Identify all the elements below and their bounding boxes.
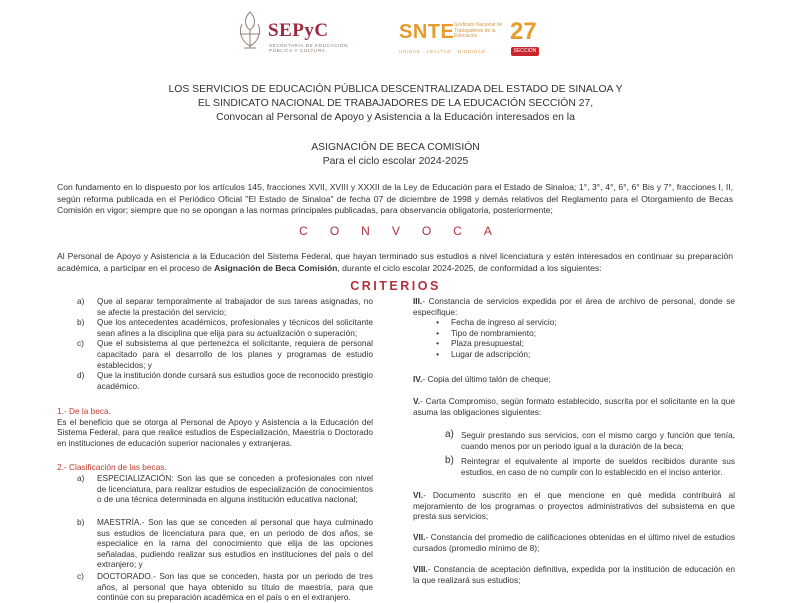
list-item: a) Seguir prestando sus servicios, con el mismo cargo y función que tenía, cuando menos por un periodo igual a la duración de la beca; bbox=[445, 429, 735, 451]
requirement-v: V.- Carta Compromiso, según formato establecido, suscrita por el solicitante en la que asuma las obligaciones siguientes: bbox=[413, 396, 735, 417]
call-bold-text: Asignación de Beca Comisión bbox=[214, 262, 338, 273]
snte-motto: UNIDAD · LEALTAD · DIGNIDAD bbox=[399, 49, 486, 54]
requirement-vi: VI.- Documento suscrito en el que mencione en qué medida contribuirá al mejoramiento de los programas o proyectos administrativos del subsistema en que presta sus servicios; bbox=[413, 490, 735, 522]
section-title: 2.- Clasificación de las becas. bbox=[57, 462, 167, 472]
criterios-heading: CRITERIOS bbox=[350, 279, 441, 293]
section-text: Es el beneficio que se otorga al Personal de Apoyo y Asistencia a la Educación del Sistema Federal, para que realice estudios de Especialización, Maestría o Doctorado en instituciones de educación superior nacionales y extranjeras. bbox=[57, 416, 373, 448]
list-item: b) Reintegrar el equivalente al importe de sueldos recibidos durante sus estudios, en caso de no cumplir con lo establecido en el inciso anterior. bbox=[445, 455, 735, 477]
list-item: c) DOCTORADO.- Son las que se conceden, hasta por un periodo de tres años, al personal que haya obtenido su título de maestría, para que continúe con su preparación académica en el país o en el extranjero. bbox=[77, 571, 373, 603]
list-item: a) Que al separar temporalmente al trabajador de sus tareas asignadas, no se afecte la prestación del servicio; bbox=[77, 296, 373, 317]
requirement-iii: III.- Constancia de servicios expedida por el área de archivo de personal, donde se especifique: • Fecha de ingreso al servicio; • Tipo de nombramiento; • Plaza presupuestal; • Lugar de adscripción; bbox=[413, 296, 735, 359]
section-beca bbox=[57, 406, 373, 448]
sep-logo-text: SEPyC bbox=[268, 20, 329, 41]
requirement-vii: VII.- Constancia del promedio de calificaciones obtenidas en el último nivel de estudios cursados (promedio mínimo de 8); bbox=[413, 532, 735, 553]
call-paragraph bbox=[57, 251, 733, 274]
call-text-2: , durante el ciclo escolar 2024-2025, de conformidad a los siguientes: bbox=[337, 262, 602, 273]
section-clasificacion bbox=[57, 462, 373, 473]
list-item: b) Que los antecedentes académicos, profesionales y técnicos del solicitante sean afines a la disciplina que elija para su actualización o superación; bbox=[77, 317, 373, 338]
intro-paragraph: Con fundamento en lo dispuesto por los artículos 145, fracciones XVII, XVIII y XXXII de la Ley de Educación para el Estado de Sinaloa; 1°, 3°, 4°, 6°, 6° Bis y 7°, fracciones I, II, según reforma publicada en el Periódico Oficial "El Estado de Sinaloa" de fecha 07 de diciembre de 1998 y demás relativos del Reglamento para el Otorgamiento de Becas Comisión en vigor; siempre que no se opongan a las normas principales publicadas, para observancia obligatoria, posteriormente; bbox=[57, 182, 733, 215]
list-item: b) MAESTRÍA.- Son las que se conceden al personal que haya culminado sus estudios de licenciatura para que, en un periodo de dos años, se especialice en la rama del conocimiento que elija de las opciones señaladas, pudiendo realizar sus estudios en instituciones del país o del extranjero; y bbox=[77, 517, 373, 570]
header-logos bbox=[0, 8, 791, 54]
document-subtitle: Para el ciclo escolar 2024-2025 bbox=[322, 156, 469, 167]
requirement-viii: VIII.- Constancia de aceptación definitiva, expedida por la institución de educación en la que realizará sus estudios; bbox=[413, 564, 735, 585]
criteria-list bbox=[57, 296, 373, 391]
header-line-3: Convocan al Personal de Apoyo y Asistencia a la Educación interesados en la bbox=[216, 112, 575, 123]
document-title: ASIGNACIÓN DE BECA COMISIÓN bbox=[311, 142, 480, 153]
sep-logo-subtext: SECRETARÍA DE EDUCACIÓN PÚBLICA Y CULTURA bbox=[269, 43, 349, 53]
list-item: • Fecha de ingreso al servicio; bbox=[436, 317, 557, 328]
list-item: • Lugar de adscripción; bbox=[436, 348, 531, 359]
requirement-iv: IV.- Copia del último talón de cheque; bbox=[413, 374, 551, 384]
section-badge: SECCIÓN bbox=[511, 47, 539, 56]
snte-logo-text: SNTE bbox=[399, 21, 455, 43]
list-item: d) Que la institución donde cursará sus estudios goce de reconocido prestigio académico. bbox=[77, 370, 373, 391]
snte-logo-subtext: Sindicato Nacional de Trabajadores de la Educación bbox=[454, 22, 503, 39]
convoca-heading: CONVOCA bbox=[299, 224, 514, 238]
section-number: 27 bbox=[510, 18, 537, 45]
header-line-1: LOS SERVICIOS DE EDUCACIÓN PÚBLICA DESCENTRALIZADA DEL ESTADO DE SINALOA Y bbox=[168, 84, 623, 95]
list-item: • Plaza presupuestal; bbox=[436, 338, 524, 349]
header-line-2: EL SINDICATO NACIONAL DE TRABAJADORES DE LA EDUCACIÓN SECCIÓN 27, bbox=[197, 98, 594, 109]
call-text-1: Al Personal de Apoyo y Asistencia a la Educación del Sistema Federal, que hayan terminado sus estudios a nivel licenciatura y estén interesados en continuar su preparación académica, a participar en el proceso de bbox=[57, 251, 733, 273]
section-title: 1.- De la beca. bbox=[57, 406, 111, 416]
sep-emblem-icon bbox=[234, 8, 266, 54]
list-item: c) Que el subsistema al que pertenezca el solicitante, requiera de personal capacitado para el desarrollo de los planes y programas de estudio establecidos; y bbox=[77, 338, 373, 370]
list-item: a) ESPECIALIZACIÓN: Son las que se conceden a profesionales con nivel de licenciatura, para realizar estudios de especialización de conocimientos o de una técnica determinada en alguna institución educativa nacional; bbox=[77, 473, 373, 505]
list-item: • Tipo de nombramiento; bbox=[436, 327, 537, 338]
